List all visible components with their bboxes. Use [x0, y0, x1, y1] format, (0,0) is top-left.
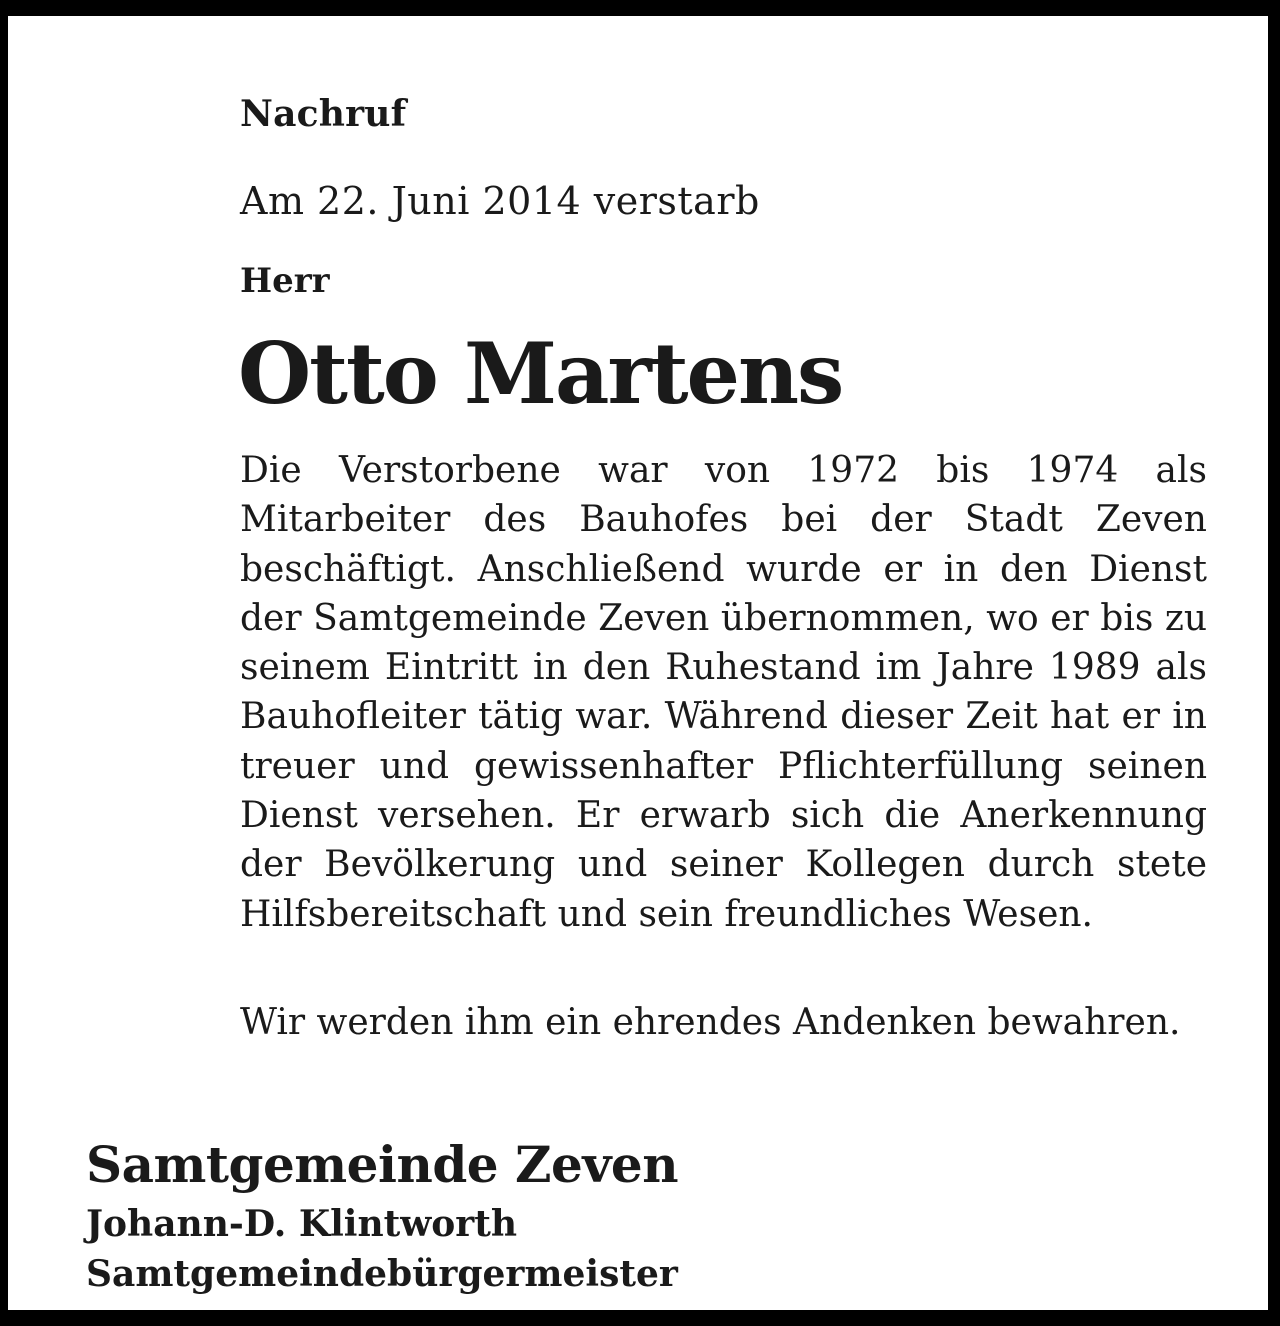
signer-title: Samtgemeindebürgermeister	[86, 1253, 678, 1295]
death-date-line: Am 22. Juni 2014 verstarb	[240, 179, 760, 223]
organization-name: Samtgemeinde Zeven	[86, 1135, 679, 1194]
honorific: Herr	[240, 261, 330, 301]
signer-name: Johann-D. Klintworth	[86, 1203, 518, 1245]
biography-paragraph: Die Verstorbene war von 1972 bis 1974 als Mitarbeiter des Bauhofes bei der Stadt Zeven beschäftigt. Anschließend wurde er in den Dienst der Samtgemeinde Zeven übernommen, wo er bis zu seinem Eintritt in den Ruhestand im Jahre 1989 als Bauhofleiter tätig war. Während dieser Zeit hat er in treuer und gewissenhafter Pflichterfüllung seinen Dienst versehen. Er erwarb sich die Anerkennung der Bevölkerung und seiner Kollegen durch stete Hilfsbereitschaft und sein freundliches Wesen.	[240, 450, 1207, 935]
closing-paragraph: Wir werden ihm ein ehrendes Andenken bewahren.	[240, 1002, 1181, 1043]
deceased-name: Otto Martens	[238, 324, 843, 423]
notice-heading: Nachruf	[240, 93, 407, 135]
